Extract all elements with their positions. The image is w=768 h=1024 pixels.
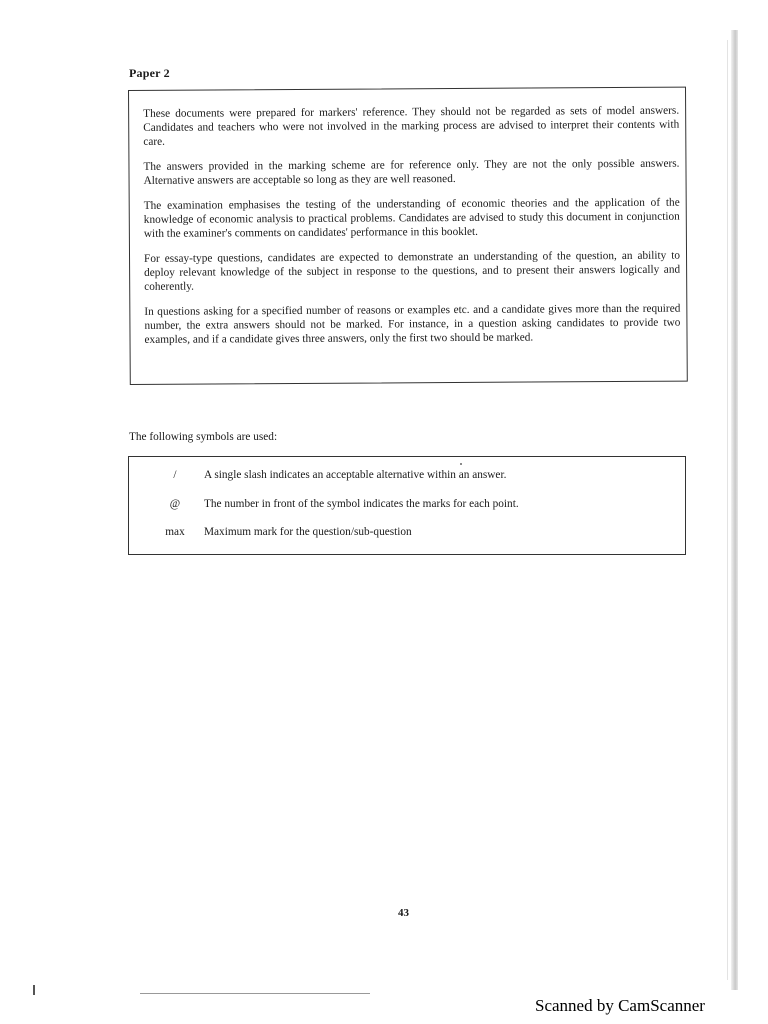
page-edge-line [727, 40, 728, 980]
symbol-key: / [173, 469, 177, 481]
note-paragraph: The examination emphasises the testing of the understanding of economic theories and the application of the knowledge of economic analysis to practical problems. Candidates are advised to study this document in conjunction with the examiner's comments on candidates' performance in this booklet. [143, 196, 680, 240]
page-edge-shadow [731, 30, 738, 990]
note-paragraph: These documents were prepared for markers' reference. They should not be regarded as sets of model answers. Candidates and teachers who were not involved in the marking process are advised to interpret their contents with care. [143, 104, 680, 148]
symbols-intro: The following symbols are used: [129, 431, 278, 443]
symbol-row-at [129, 498, 685, 514]
symbol-row-max [129, 526, 685, 542]
symbol-key: @ [169, 498, 181, 510]
page-number: 43 [398, 907, 409, 919]
symbol-description: Maximum mark for the question/sub-question [204, 526, 412, 538]
paper-title: Paper 2 [129, 66, 170, 80]
note-paragraph: In questions asking for a specified number of reasons or examples etc. and a candidate gives more than the required number, the extra answers should not be marked. For instance, in a question asking candidates to provide two examples, and if a candidate gives three answers, only the first two should be marked. [144, 302, 681, 346]
symbol-row-slash [129, 469, 685, 485]
symbol-description: A single slash indicates an acceptable alternative within an answer. [204, 469, 507, 481]
symbols-legend-box [128, 456, 686, 555]
scan-artifact-tick [33, 985, 35, 995]
scan-artifact-rule [140, 993, 370, 994]
note-paragraph: The answers provided in the marking scheme are for reference only. They are not the only possible answers. Alternative answers are acceptable so long as they are well reasoned. [143, 157, 680, 187]
scanner-watermark: Scanned by CamScanner [535, 996, 705, 1015]
note-paragraph: For essay-type questions, candidates are expected to demonstrate an understanding of the question, an ability to deploy relevant knowledge of the subject in response to the questions, and to present their answers logically and coherently. [143, 249, 681, 293]
symbol-key: max [165, 526, 185, 538]
markers-notes-box [128, 87, 688, 385]
symbol-description: The number in front of the symbol indicates the marks for each point. [204, 498, 519, 510]
